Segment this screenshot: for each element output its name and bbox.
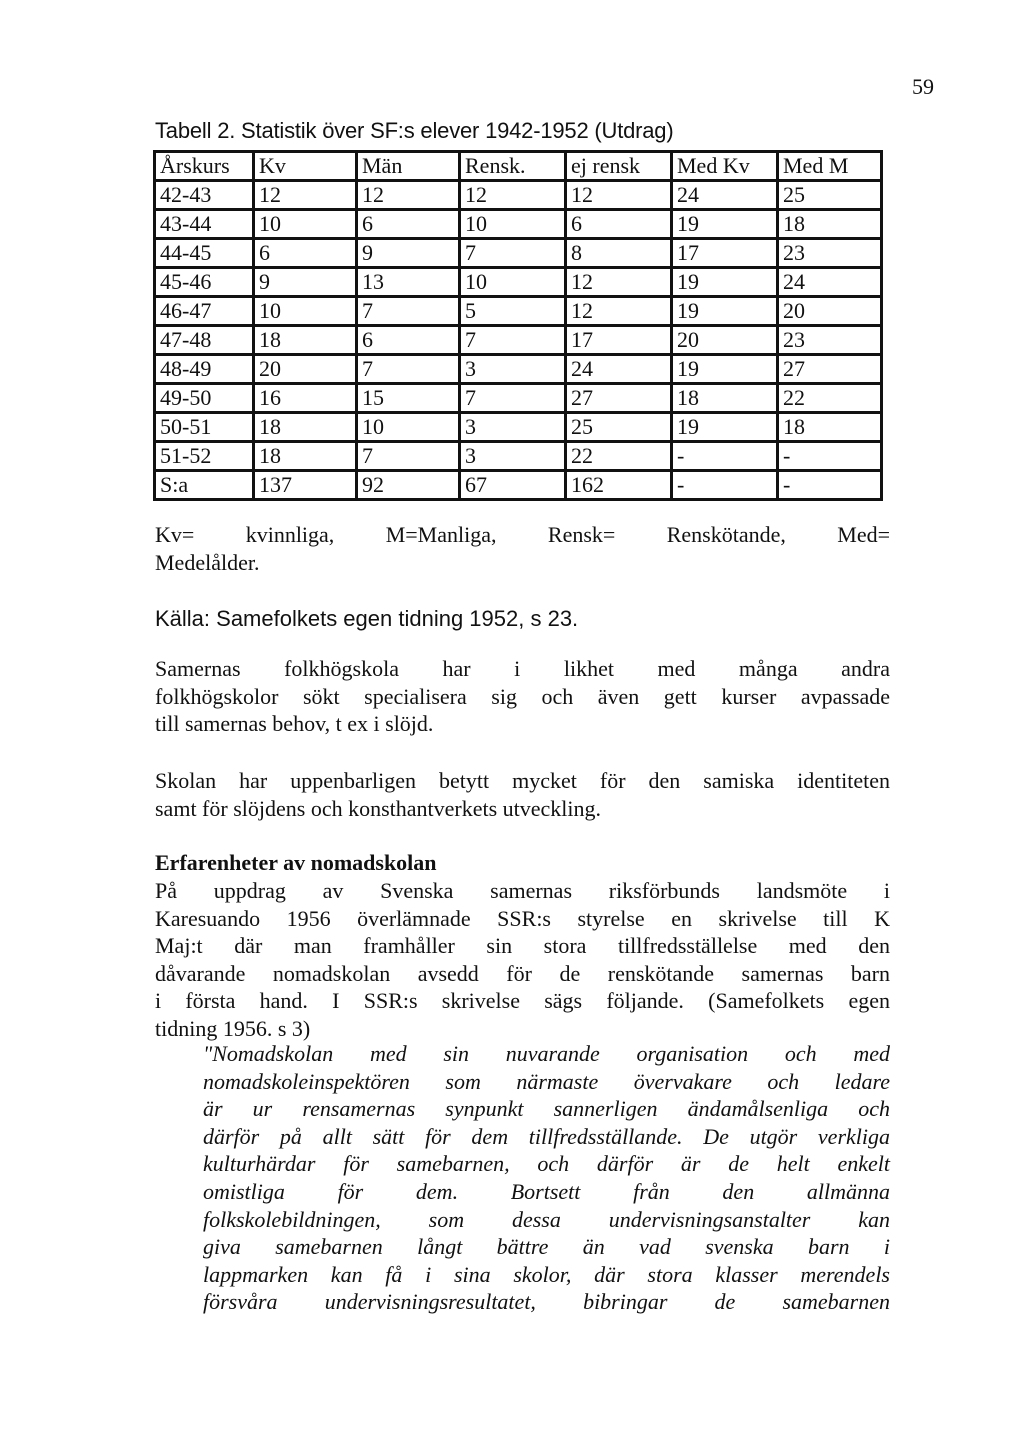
table-cell: 12 — [566, 268, 672, 297]
paragraph-skolan — [155, 767, 890, 822]
table-cell: 45-46 — [155, 268, 254, 297]
table-cell: 50-51 — [155, 413, 254, 442]
table-cell: 6 — [566, 210, 672, 239]
table-cell: 44-45 — [155, 239, 254, 268]
table-cell: 27 — [778, 355, 882, 384]
quote-line: lappmarken kan få i sina skolor, där stora klasser merendels — [203, 1261, 890, 1287]
table-cell: 23 — [778, 326, 882, 355]
header-cell: Rensk. — [460, 152, 566, 181]
table-cell: 6 — [357, 326, 460, 355]
table-cell: 18 — [254, 413, 357, 442]
table-cell: 7 — [357, 442, 460, 471]
table-cell: 67 — [460, 471, 566, 500]
table-cell: - — [672, 442, 778, 471]
table-cell: 13 — [357, 268, 460, 297]
table-cell: 3 — [460, 355, 566, 384]
table-cell: 7 — [460, 384, 566, 413]
table-body — [155, 181, 882, 500]
text-line: dåvarande nomadskolan avsedd för de renskötande samernas barn — [155, 960, 890, 986]
header-cell: Kv — [254, 152, 357, 181]
text-line: Skolan har uppenbarligen betytt mycket för den samiska identiteten — [155, 768, 890, 793]
table-cell: - — [778, 442, 882, 471]
table-cell: 19 — [672, 413, 778, 442]
table-cell: 22 — [566, 442, 672, 471]
table-cell: 3 — [460, 442, 566, 471]
table-cell: - — [672, 471, 778, 500]
table-cell: 18 — [254, 326, 357, 355]
table-caption: Tabell 2. Statistik över SF:s elever 1942-1952 (Utdrag) — [155, 118, 674, 143]
quote-line: försvåra undervisningsresultatet, bibringar de samebarnen — [203, 1289, 890, 1315]
table-cell: 7 — [357, 355, 460, 384]
header-cell: Män — [357, 152, 460, 181]
table-cell: 12 — [460, 181, 566, 210]
table-cell: 17 — [566, 326, 672, 355]
table-cell: 12 — [566, 181, 672, 210]
table-cell: 10 — [254, 297, 357, 326]
page-number: 59 — [912, 74, 934, 99]
table-header-row — [155, 152, 882, 181]
quote-line: "Nomadskolan med sin nuvarande organisation och med — [203, 1041, 890, 1066]
table-cell: 10 — [254, 210, 357, 239]
table-cell: 18 — [778, 210, 882, 239]
table-row — [155, 326, 882, 355]
table-cell: 16 — [254, 384, 357, 413]
table-cell: 10 — [460, 268, 566, 297]
table-cell: 20 — [672, 326, 778, 355]
table-cell: 22 — [778, 384, 882, 413]
table-cell: S:a — [155, 471, 254, 500]
table-cell: 20 — [778, 297, 882, 326]
table-legend-line: Medelålder. — [155, 550, 260, 575]
table-cell: 7 — [357, 297, 460, 326]
table-cell: 12 — [254, 181, 357, 210]
header-cell: Med M — [778, 152, 882, 181]
header-cell: ej rensk — [566, 152, 672, 181]
table-cell: 92 — [357, 471, 460, 500]
table-cell: 9 — [254, 268, 357, 297]
quote-line: kulturhärdar för samebarnen, och därför är de helt enkelt — [203, 1151, 890, 1177]
table-cell: 48-49 — [155, 355, 254, 384]
text-line: Karesuando 1956 överlämnade SSR:s styrelse en skrivelse till K — [155, 905, 890, 931]
table-cell: 9 — [357, 239, 460, 268]
text-line: Samernas folkhögskola har i likhet med många andra — [155, 656, 890, 681]
text-line: samt för slöjdens och konsthantverkets utveckling. — [155, 795, 602, 821]
table-cell: - — [778, 471, 882, 500]
table-cell: 19 — [672, 210, 778, 239]
table-cell: 17 — [672, 239, 778, 268]
table-cell: 6 — [254, 239, 357, 268]
table-cell: 24 — [566, 355, 672, 384]
table-cell: 7 — [460, 326, 566, 355]
table-cell: 6 — [357, 210, 460, 239]
text-line: i första hand. I SSR:s skrivelse sägs följande. (Samefolkets egen — [155, 988, 890, 1013]
table-cell: 42-43 — [155, 181, 254, 210]
table-cell: 46-47 — [155, 297, 254, 326]
quote-line: omistliga för dem. Bortsett från den allmänna — [203, 1178, 890, 1204]
quote-line: därför på allt sätt för dem tillfredsställande. De utgör verkliga — [203, 1123, 890, 1149]
table-row — [155, 210, 882, 239]
quote-line: är ur rensamernas synpunkt sannerligen ändamålsenliga och — [203, 1096, 890, 1122]
text-line: till samernas behov, t ex i slöjd. — [155, 711, 434, 736]
table-cell: 49-50 — [155, 384, 254, 413]
table-cell: 27 — [566, 384, 672, 413]
table-cell: 25 — [566, 413, 672, 442]
table-cell: 25 — [778, 181, 882, 210]
table-cell: 10 — [357, 413, 460, 442]
text-line: På uppdrag av Svenska samernas riksförbunds landsmöte i — [155, 878, 890, 903]
table-row — [155, 384, 882, 413]
table-header — [155, 152, 882, 181]
table-cell: 137 — [254, 471, 357, 500]
table-cell: 5 — [460, 297, 566, 326]
table-row — [155, 239, 882, 268]
table-row — [155, 471, 882, 500]
paragraph-folkhogskola — [155, 655, 890, 738]
section-heading: Erfarenheter av nomadskolan — [155, 850, 437, 875]
table-cell: 24 — [778, 268, 882, 297]
table-cell: 12 — [566, 297, 672, 326]
table-cell: 15 — [357, 384, 460, 413]
table-cell: 162 — [566, 471, 672, 500]
table-cell: 10 — [460, 210, 566, 239]
header-cell: Årskurs — [155, 152, 254, 181]
table-cell: 3 — [460, 413, 566, 442]
table-cell: 47-48 — [155, 326, 254, 355]
paragraph-uppdrag — [155, 877, 890, 1042]
table-legend-line: Kv= kvinnliga, M=Manliga, Rensk= Renskötande, Med= — [155, 522, 890, 547]
table-cell: 24 — [672, 181, 778, 210]
header-cell: Med Kv — [672, 152, 778, 181]
table-cell: 51-52 — [155, 442, 254, 471]
table-cell: 19 — [672, 268, 778, 297]
text-line: tidning 1956. s 3) — [155, 1015, 311, 1041]
quote-line: giva samebarnen långt bättre än vad svenska barn i — [203, 1234, 890, 1260]
table-cell: 18 — [672, 384, 778, 413]
table-row — [155, 181, 882, 210]
table-cell: 8 — [566, 239, 672, 268]
table-row — [155, 413, 882, 442]
table-cell: 43-44 — [155, 210, 254, 239]
table-cell: 18 — [254, 442, 357, 471]
block-quote — [203, 1040, 890, 1316]
table-row — [155, 442, 882, 471]
text-line: Maj:t där man framhåller sin stora tillfredsställelse med den — [155, 933, 890, 958]
table-cell: 18 — [778, 413, 882, 442]
table-cell: 7 — [460, 239, 566, 268]
table-source: Källa: Samefolkets egen tidning 1952, s 23. — [155, 606, 579, 631]
quote-line: nomadskoleinspektören som närmaste övervakare och ledare — [203, 1068, 890, 1094]
table-cell: 23 — [778, 239, 882, 268]
table-cell: 12 — [357, 181, 460, 210]
table-cell: 19 — [672, 297, 778, 326]
quote-line: folkskolebildningen, som dessa undervisningsanstalter kan — [203, 1206, 890, 1232]
statistics-table — [153, 150, 883, 501]
table-cell: 19 — [672, 355, 778, 384]
text-line: folkhögskolor sökt specialisera sig och även gett kurser avpassade — [155, 683, 890, 709]
table-row — [155, 268, 882, 297]
table-row — [155, 297, 882, 326]
table-cell: 20 — [254, 355, 357, 384]
table-row — [155, 355, 882, 384]
